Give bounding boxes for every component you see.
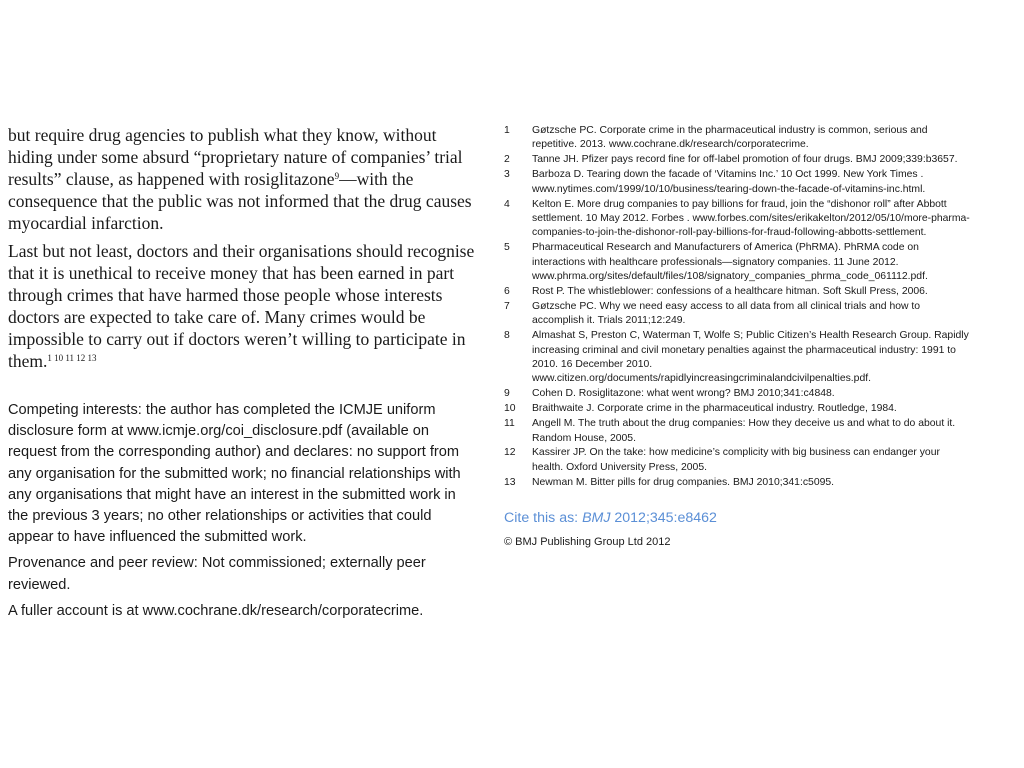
reference-number: 9 [504,388,510,400]
cite-prefix: Cite this as: [504,510,583,527]
reference-item [504,153,972,167]
copyright-notice: © BMJ Publishing Group Ltd 2012 [504,536,671,549]
para1-text: but require drug agencies to publish what they know, without hiding under some absurd “proprietary nature of companies’ trial results” clause, as happened with rosiglitazone [8,125,463,189]
para1-tail: —with the consequence that the public was not informed that the drug causes myocardial infarction. [8,169,472,233]
reference-text: Gøtzsche PC. Corporate crime in the pharmaceutical industry is common, serious and repetitive. 2013. www.cochrane.dk/research/corporatecrime. [532,125,928,151]
body-paragraph-2 [8,240,478,372]
reference-number: 13 [504,476,516,488]
reference-number: 5 [504,242,510,254]
body-paragraph-1 [8,124,478,234]
reference-text: Braithwaite J. Corporate crime in the pharmaceutical industry. Routledge, 1984. [532,403,897,415]
reference-item [504,198,972,241]
fuller-account-note: A fuller account is at www.cochrane.dk/research/corporatecrime. [8,602,424,619]
reference-number: 3 [504,169,510,181]
footnote-ref-9[interactable]: 9 [334,171,340,181]
reference-number: 10 [504,403,516,415]
reference-text: Kelton E. More drug companies to pay billions for fraud, join the “dishonor roll” after Abbott settlement. 10 May 2012. Forbes . www.forbes.com/sites/erikakelton/2012/05/10/more-pharma-companies-to-join-the-dishonor-roll-pay-billions-for-fraud-following-abbotts-settlement. [532,198,970,239]
reference-item [504,168,972,197]
reference-text: Rost P. The whistleblower: confessions of a healthcare hitman. Soft Skull Press, 2006. [532,285,928,297]
references-column [504,124,972,548]
article-body [8,124,478,627]
cite-ref: 2012;345:e8462 [610,510,717,527]
cite-journal: BMJ [582,510,611,527]
reference-item [504,300,972,329]
reference-text: Barboza D. Tearing down the facade of ‘Vitamins Inc.’ 10 Oct 1999. New York Times . www.nytimes.com/1999/10/10/business/tearing-down-the-facade-of-vitamins-inc.html. [532,169,926,195]
competing-interests: Competing interests: the author has completed the ICMJE uniform disclosure form at www.icmje.org/coi_disclosure.pdf (available on request from the corresponding author) and declares: no support from any organisation for the submitted work; no financial relationships with any organisations that might have an interest in the submitted work in the previous 3 years; no other relationships or activities that could appear to have influenced the submitted work. [8,402,461,546]
reference-number: 4 [504,198,510,210]
reference-text: Newman M. Bitter pills for drug companies. BMJ 2010;341:c5095. [532,476,835,488]
reference-text: Kassirer JP. On the take: how medicine’s complicity with big business can endanger your health. Oxford University Press, 2005. [532,447,940,473]
reference-item [504,402,972,416]
reference-number: 7 [504,300,510,312]
reference-number: 2 [504,154,510,166]
reference-item [504,124,972,153]
reference-number: 6 [504,285,510,297]
footnote-refs[interactable]: 1 10 11 12 13 [47,353,97,363]
reference-item [504,476,972,490]
reference-text: Pharmaceutical Research and Manufacturers of America (PhRMA). PhRMA code on interactions with healthcare professionals—signatory companies. 11 June 2012. www.phrma.org/sites/default/files/108/signatory_companies_phrma_code_061112.pdf. [532,242,928,283]
reference-item [504,329,972,387]
provenance-statement: Provenance and peer review: Not commissioned; externally peer reviewed. [8,555,426,593]
reference-item [504,241,972,284]
reference-item [504,387,972,401]
cite-this-as[interactable] [504,510,972,526]
reference-number: 12 [504,447,516,459]
para2-text: Last but not least, doctors and their organisations should recognise that it is unethical to receive money that has been earned in part through crimes that have harmed those people whose interests doctors are expected to take care of. Many crimes would be impossible to carry out if doctors weren’t willing to participate in them. [8,241,475,371]
reference-item [504,417,972,446]
reference-item [504,446,972,475]
reference-item [504,285,972,299]
reference-text: Gøtzsche PC. Why we need easy access to all data from all clinical trials and how to accomplish it. Trials 2011;12:249. [532,300,921,327]
reference-text: Cohen D. Rosiglitazone: what went wrong? BMJ 2010;341:c4848. [532,388,835,400]
reference-number: 1 [504,125,510,136]
reference-number: 11 [504,418,515,430]
reference-number: 8 [504,330,510,342]
reference-text: Almashat S, Preston C, Waterman T, Wolfe S; Public Citizen’s Health Research Group. Rapidly increasing criminal and civil monetary penalties against the pharmaceutical industry: 1991 to 2010. 16 December 2010. www.citizen.org/documents/rapidlyincreasingcriminalandcivilpenalties.pdf. [532,330,969,385]
reference-text: Tanne JH. Pfizer pays record fine for off-label promotion of four drugs. BMJ 2009;339:b3657. [532,154,958,166]
article-metadata [8,400,478,622]
reference-list [504,124,972,490]
reference-text: Angell M. The truth about the drug companies: How they deceive us and what to do about it. Random House, 2005. [532,418,956,444]
